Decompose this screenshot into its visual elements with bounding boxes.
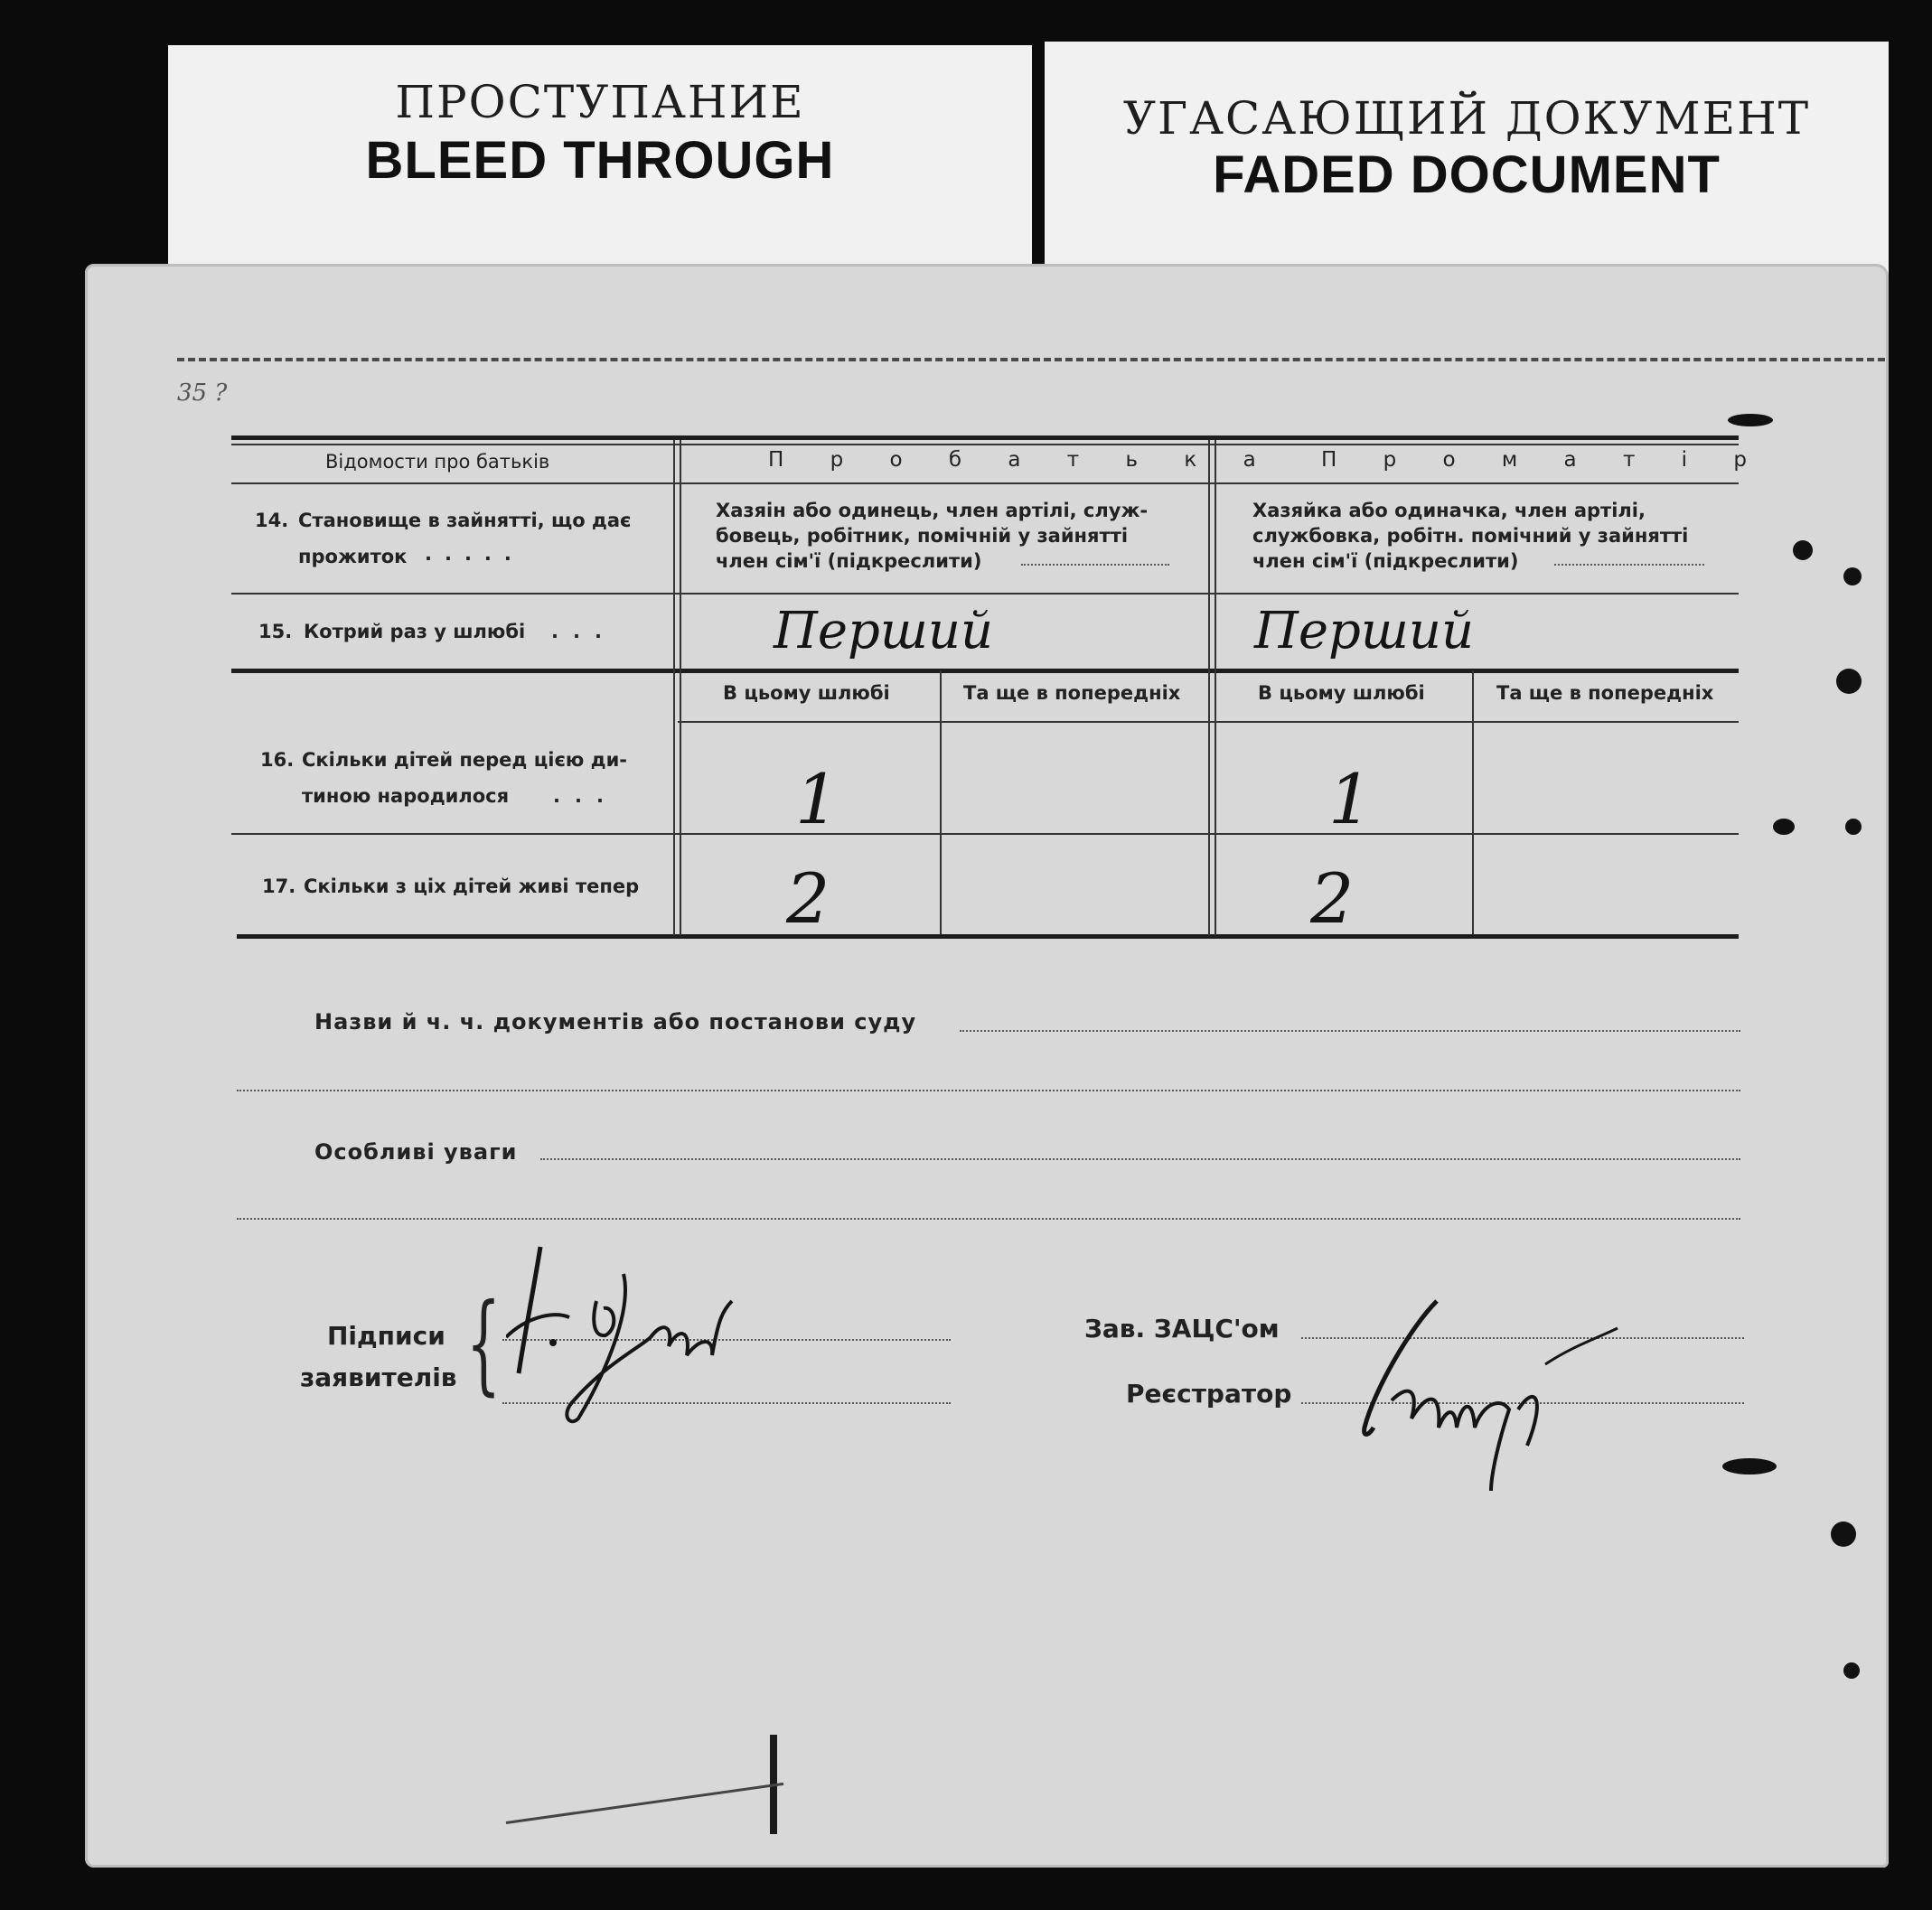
row14-mother-line1: Хазяйка або одиначка, член артілі, <box>1252 500 1646 521</box>
card-title-en: FADED DOCUMENT <box>1213 145 1721 204</box>
remarks-dotline-1 <box>540 1158 1740 1160</box>
row15-number: 15. <box>258 621 293 642</box>
punch-hole <box>1773 819 1795 835</box>
column-divider-parents <box>1208 440 1216 936</box>
faded-document-card <box>1045 42 1889 278</box>
row14-rule <box>231 593 1739 595</box>
card-title-ru: ПРОСТУПАНИЕ <box>395 76 805 128</box>
table-bottom-rule <box>237 934 1739 939</box>
row16-dots: ... <box>553 785 618 807</box>
row15-dots: ... <box>551 621 616 642</box>
subheader-father-previous: Та ще в попередніх <box>963 682 1181 704</box>
table-top-rule <box>231 435 1739 440</box>
row14-number: 14. <box>255 510 289 531</box>
perforation-line <box>177 358 1885 361</box>
documents-dotline-1 <box>960 1030 1740 1032</box>
column-divider-label <box>673 440 681 936</box>
row14-father-dotline <box>1021 564 1169 566</box>
subheader-father-this: В цьому шлюбі <box>723 682 890 704</box>
signatures-label-line2: заявителів <box>300 1362 457 1392</box>
header-father: П р о б а т ь к а <box>768 448 1276 472</box>
header-parents-info: Відомости про батьків <box>325 451 550 473</box>
row14-father-line2: бовець, робітник, помічній у зайнятті <box>716 525 1129 547</box>
punch-hole <box>1793 540 1813 560</box>
bleed-through-card <box>168 45 1032 282</box>
head-label: Зав. ЗАЦС'ом <box>1084 1314 1280 1344</box>
row15-label: Котрий раз у шлюбі <box>304 621 526 642</box>
signatures-brace: { <box>466 1281 502 1407</box>
row16-label-line2: тиною народилося <box>302 785 510 807</box>
row14-mother-line2: службовка, робітн. помічний у зайнятті <box>1252 525 1689 547</box>
row15-father-value: Перший <box>774 602 994 660</box>
row17-mother-this: 2 <box>1310 858 1355 939</box>
row17-father-this: 2 <box>786 858 830 939</box>
remarks-label: Особливі уваги <box>314 1139 518 1165</box>
registrar-signature <box>1355 1292 1627 1509</box>
row14-mother-dotline <box>1554 564 1704 566</box>
row14-father-line1: Хазяін або одинець, член артілі, служ- <box>716 500 1149 521</box>
column-divider-mother-sub <box>1472 670 1474 934</box>
row16-mother-this: 1 <box>1328 759 1373 839</box>
column-divider-father-sub <box>940 670 942 934</box>
row14-label-line1: Становище в зайнятті, що дає <box>298 510 632 531</box>
applicant-signature <box>506 1238 741 1437</box>
punch-hole <box>1831 1521 1856 1547</box>
row14-dots: ..... <box>425 543 524 565</box>
row16-father-this: 1 <box>795 759 839 839</box>
punch-hole <box>1836 669 1862 694</box>
row15-mother-value: Перший <box>1254 602 1475 660</box>
row17-label: Скільки з ціх дітей живі тепер <box>304 875 640 897</box>
row16-number: 16. <box>260 749 295 771</box>
card-title-en: BLEED THROUGH <box>365 131 835 190</box>
punch-hole <box>1728 414 1773 426</box>
subheader-mother-this: В цьому шлюбі <box>1258 682 1425 704</box>
corner-mark: 35 ? <box>177 379 228 407</box>
row14-father-line3: член сім'ї (підкреслити) <box>716 550 982 572</box>
row14-label-line2: прожиток <box>298 546 408 567</box>
row16-rule <box>231 833 1739 835</box>
punch-hole <box>1843 1662 1860 1679</box>
remarks-dotline-2 <box>237 1218 1740 1220</box>
row16-label-line1: Скільки дітей перед цією ди- <box>302 749 628 771</box>
punch-hole <box>1843 567 1862 585</box>
header-mother: П р о м а т і р <box>1321 448 1767 472</box>
row15-rule <box>231 669 1739 673</box>
punch-hole <box>1722 1458 1777 1475</box>
documents-label: Назви й ч. ч. документів або постанови суду <box>314 1009 917 1035</box>
card-title-ru: УГАСАЮЩИЙ ДОКУМЕНТ <box>1122 92 1811 145</box>
signatures-label-line1: Підписи <box>327 1321 445 1351</box>
row17-number: 17. <box>262 875 296 897</box>
table-top-rule-thin <box>231 444 1739 445</box>
punch-hole <box>1845 819 1862 835</box>
header-rule <box>231 482 1739 484</box>
row14-mother-line3: член сім'ї (підкреслити) <box>1252 550 1519 572</box>
subheader-mother-previous: Та ще в попередніх <box>1496 682 1714 704</box>
documents-dotline-2 <box>237 1090 1740 1091</box>
registrar-label: Реєстратор <box>1126 1379 1292 1409</box>
